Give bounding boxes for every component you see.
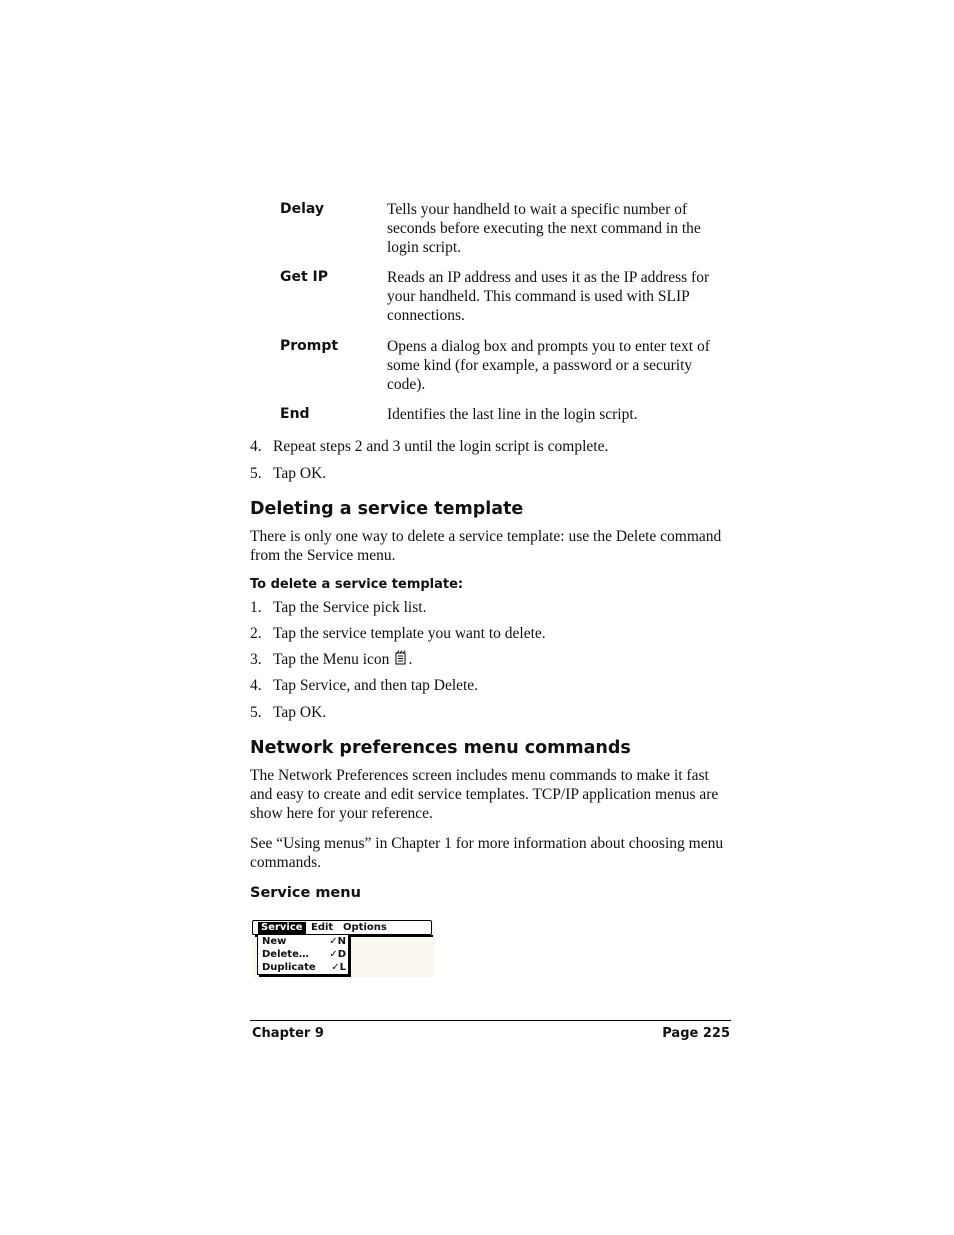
step-text: Repeat steps 2 and 3 until the login script is complete.	[273, 438, 609, 455]
step-number: 5.	[250, 465, 262, 482]
step-text: Tap the Menu icon	[273, 651, 390, 668]
menu-tab-options: Options	[343, 922, 387, 933]
step-text-with-icon	[273, 650, 412, 669]
command-term: End	[280, 406, 310, 422]
step-number: 5.	[250, 704, 262, 721]
menu-item-label: New	[262, 936, 287, 947]
footer-rule	[250, 1020, 731, 1021]
command-description: Opens a dialog box and prompts you to enter text of some kind (for example, a password or a security code).	[387, 338, 710, 393]
command-term: Prompt	[280, 338, 339, 354]
footer-chapter: Chapter 9	[252, 1026, 324, 1041]
menu-dropdown-shadow	[349, 937, 351, 977]
step-text: Tap OK.	[273, 465, 327, 482]
step-number: 4.	[250, 677, 262, 694]
command-term: Delay	[280, 201, 325, 217]
section-intro: There is only one way to delete a service template: use the Delete command from the Service menu.	[250, 528, 722, 564]
command-term: Get IP	[280, 269, 329, 285]
menu-item-shortcut: ✓D	[329, 949, 346, 960]
step-number: 4.	[250, 438, 262, 455]
menu-icon	[394, 650, 408, 666]
section-paragraph: The Network Preferences screen includes menu commands to make it fast and easy to create and edit service templates. TCP/IP application menus are show here for your reference.	[250, 767, 719, 822]
section-heading: Deleting a service template	[250, 499, 524, 519]
command-description: Tells your handheld to wait a specific number of seconds before executing the next command in the login script.	[387, 201, 701, 256]
step-text: Tap the Service pick list.	[273, 599, 427, 616]
service-menu-screenshot	[252, 920, 434, 977]
procedure-title: To delete a service template:	[250, 577, 464, 592]
menu-item-shortcut: ✓L	[331, 962, 346, 973]
menu-item-label: Duplicate	[262, 962, 316, 973]
menu-bar	[252, 920, 432, 935]
step-text: Tap the service template you want to delete.	[273, 625, 546, 642]
step-number: 1.	[250, 599, 262, 616]
menu-dropdown-shadow	[259, 975, 351, 977]
menu-tab-edit: Edit	[311, 922, 334, 933]
command-description: Reads an IP address and uses it as the IP address for your handheld. This command is used with SLIP connections.	[387, 269, 710, 324]
step-text: Tap Service, and then tap Delete.	[273, 677, 479, 694]
step-number: 3.	[250, 651, 262, 668]
command-description: Identifies the last line in the login script.	[387, 406, 638, 423]
menu-item-shortcut: ✓N	[329, 936, 346, 947]
step-text: Tap OK.	[273, 704, 327, 721]
menu-dropdown	[257, 935, 349, 975]
menu-item-label: Delete…	[262, 949, 309, 960]
subsection-heading: Service menu	[250, 885, 361, 901]
section-paragraph: See “Using menus” in Chapter 1 for more information about choosing menu commands.	[250, 835, 724, 871]
step-number: 2.	[250, 625, 262, 642]
menu-tab-service: Service	[258, 922, 306, 934]
section-heading: Network preferences menu commands	[250, 738, 631, 758]
step-text-suffix: .	[408, 651, 413, 668]
footer-page-number: Page 225	[662, 1026, 730, 1041]
